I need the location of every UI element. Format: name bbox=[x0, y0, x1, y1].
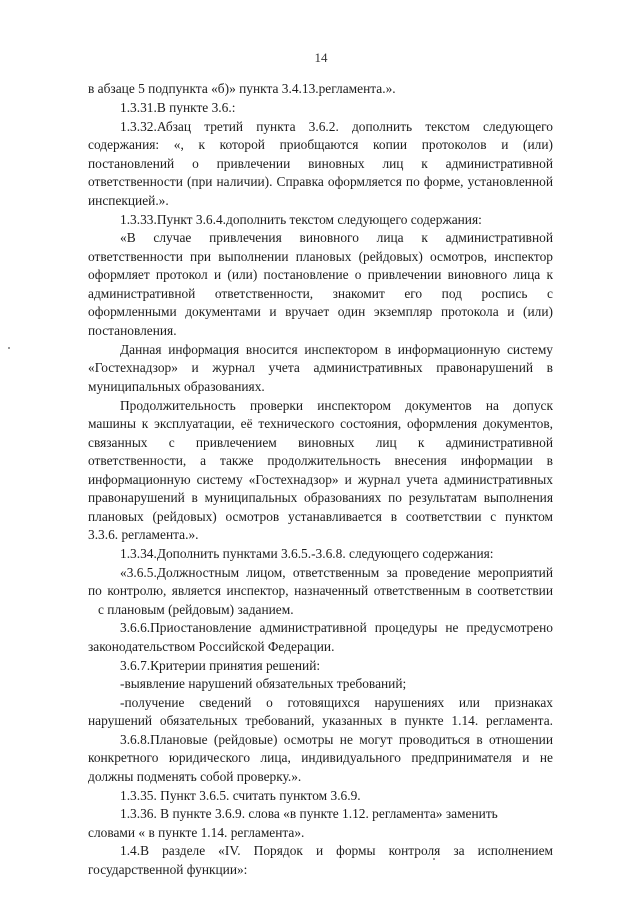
text-line: 3.6.7.Критерии принятия решений: bbox=[120, 658, 321, 673]
text-line: 1.3.33.Пункт 3.6.4.дополнить текстом следующего содержания: bbox=[120, 212, 482, 227]
text-line: 1.3.32.Абзац третий пункта 3.6.2. дополнить текстом следующего bbox=[120, 119, 553, 134]
text-line: словами « в пункте 1.14. регламента». bbox=[88, 825, 305, 840]
text-line: административной ответственности, знакомит его под роспись с bbox=[88, 286, 553, 301]
text-line: -получение сведений о готовящихся нарушениях или признаках bbox=[120, 695, 553, 710]
text-line: ответственности, а также продолжительность внесения информации в bbox=[88, 453, 553, 468]
scan-speck bbox=[8, 347, 10, 349]
text-line: -выявление нарушений обязательных требований; bbox=[120, 676, 407, 691]
text-line: Продолжительность проверки инспектором документов на допуск bbox=[120, 398, 553, 413]
text-line: ответственности (при наличии). Справка оформляется по форме, установленной bbox=[88, 174, 553, 189]
text-line: муниципальных образованиях. bbox=[88, 379, 265, 394]
text-line: оформляет протокол и (или) постановление о привлечении виновного лица к bbox=[88, 267, 553, 282]
text-line: с плановым (рейдовым) заданием. bbox=[98, 602, 294, 617]
text-line: 3.6.6.Приостановление административной процедуры не предусмотрено bbox=[120, 620, 553, 635]
text-line: 1.4.В разделе «IV. Порядок и формы контроля за исполнением bbox=[120, 843, 553, 858]
text-line: 1.3.35. Пункт 3.6.5. считать пунктом 3.6.9. bbox=[120, 788, 361, 803]
scan-speck bbox=[433, 858, 435, 860]
text-line: государственной функции»: bbox=[88, 862, 248, 877]
page-number: 14 bbox=[314, 50, 328, 65]
text-line: «В случае привлечения виновного лица к административной bbox=[120, 230, 553, 245]
text-line: оформленными документами и вручает один экземпляр протокола и (или) bbox=[88, 304, 553, 319]
text-line: содержания: «, к которой приобщаются копии протоколов и (или) bbox=[88, 137, 553, 152]
text-line: 1.3.34.Дополнить пунктами 3.6.5.-3.6.8. следующего содержания: bbox=[120, 546, 494, 561]
text-line: ответственности при выполнении плановых (рейдовых) осмотров, инспектор bbox=[88, 249, 553, 264]
text-line: «Гостехнадзор» и журнал учета административных правонарушений в bbox=[88, 360, 553, 375]
text-line: машины к эксплуатации, её технического состояния, оформления документов, bbox=[88, 416, 553, 431]
text-line: нарушений обязательных требований, указанных в пункте 1.14. регламента. bbox=[88, 713, 553, 728]
text-line: Данная информация вносится инспектором в информационную систему bbox=[120, 342, 553, 357]
text-line: 3.3.6. регламента.». bbox=[88, 527, 199, 542]
text-line: в абзаце 5 подпункта «б)» пункта 3.4.13.регламента.». bbox=[88, 81, 396, 96]
text-line: должны подменять собой проверку.». bbox=[88, 769, 302, 784]
text-line: законодательством Российской Федерации. bbox=[88, 639, 335, 654]
text-line: 3.6.8.Плановые (рейдовые) осмотры не могут проводиться в отношении bbox=[120, 732, 553, 747]
text-line: правонарушений в муниципальных образованиях по результатам выполнения bbox=[88, 490, 553, 505]
text-line: «3.6.5.Должностным лицом, ответственным за проведение мероприятий bbox=[120, 565, 553, 580]
text-line: связанных с привлечением виновных лиц к административной bbox=[88, 435, 553, 450]
text-line: информационную систему «Гостехнадзор» и журнал учета административных bbox=[88, 472, 553, 487]
text-line: постановления. bbox=[88, 323, 177, 338]
text-line: плановых (рейдовых) осмотров устанавливается в соответствии с пунктом bbox=[88, 509, 553, 524]
text-line: конкретного юридического лица, индивидуального предпринимателя и не bbox=[88, 750, 553, 765]
text-line: постановлений о привлечении виновных лиц к административной bbox=[88, 156, 553, 171]
text-line: 1.3.36. В пункте 3.6.9. слова «в пункте 1.12. регламента» заменить bbox=[120, 806, 498, 821]
text-line: по контролю, является инспектор, назначенный ответственным в соответствии bbox=[88, 583, 553, 598]
text-line: 1.3.31.В пункте 3.6.: bbox=[120, 100, 236, 115]
text-line: инспекцией.». bbox=[88, 193, 169, 208]
